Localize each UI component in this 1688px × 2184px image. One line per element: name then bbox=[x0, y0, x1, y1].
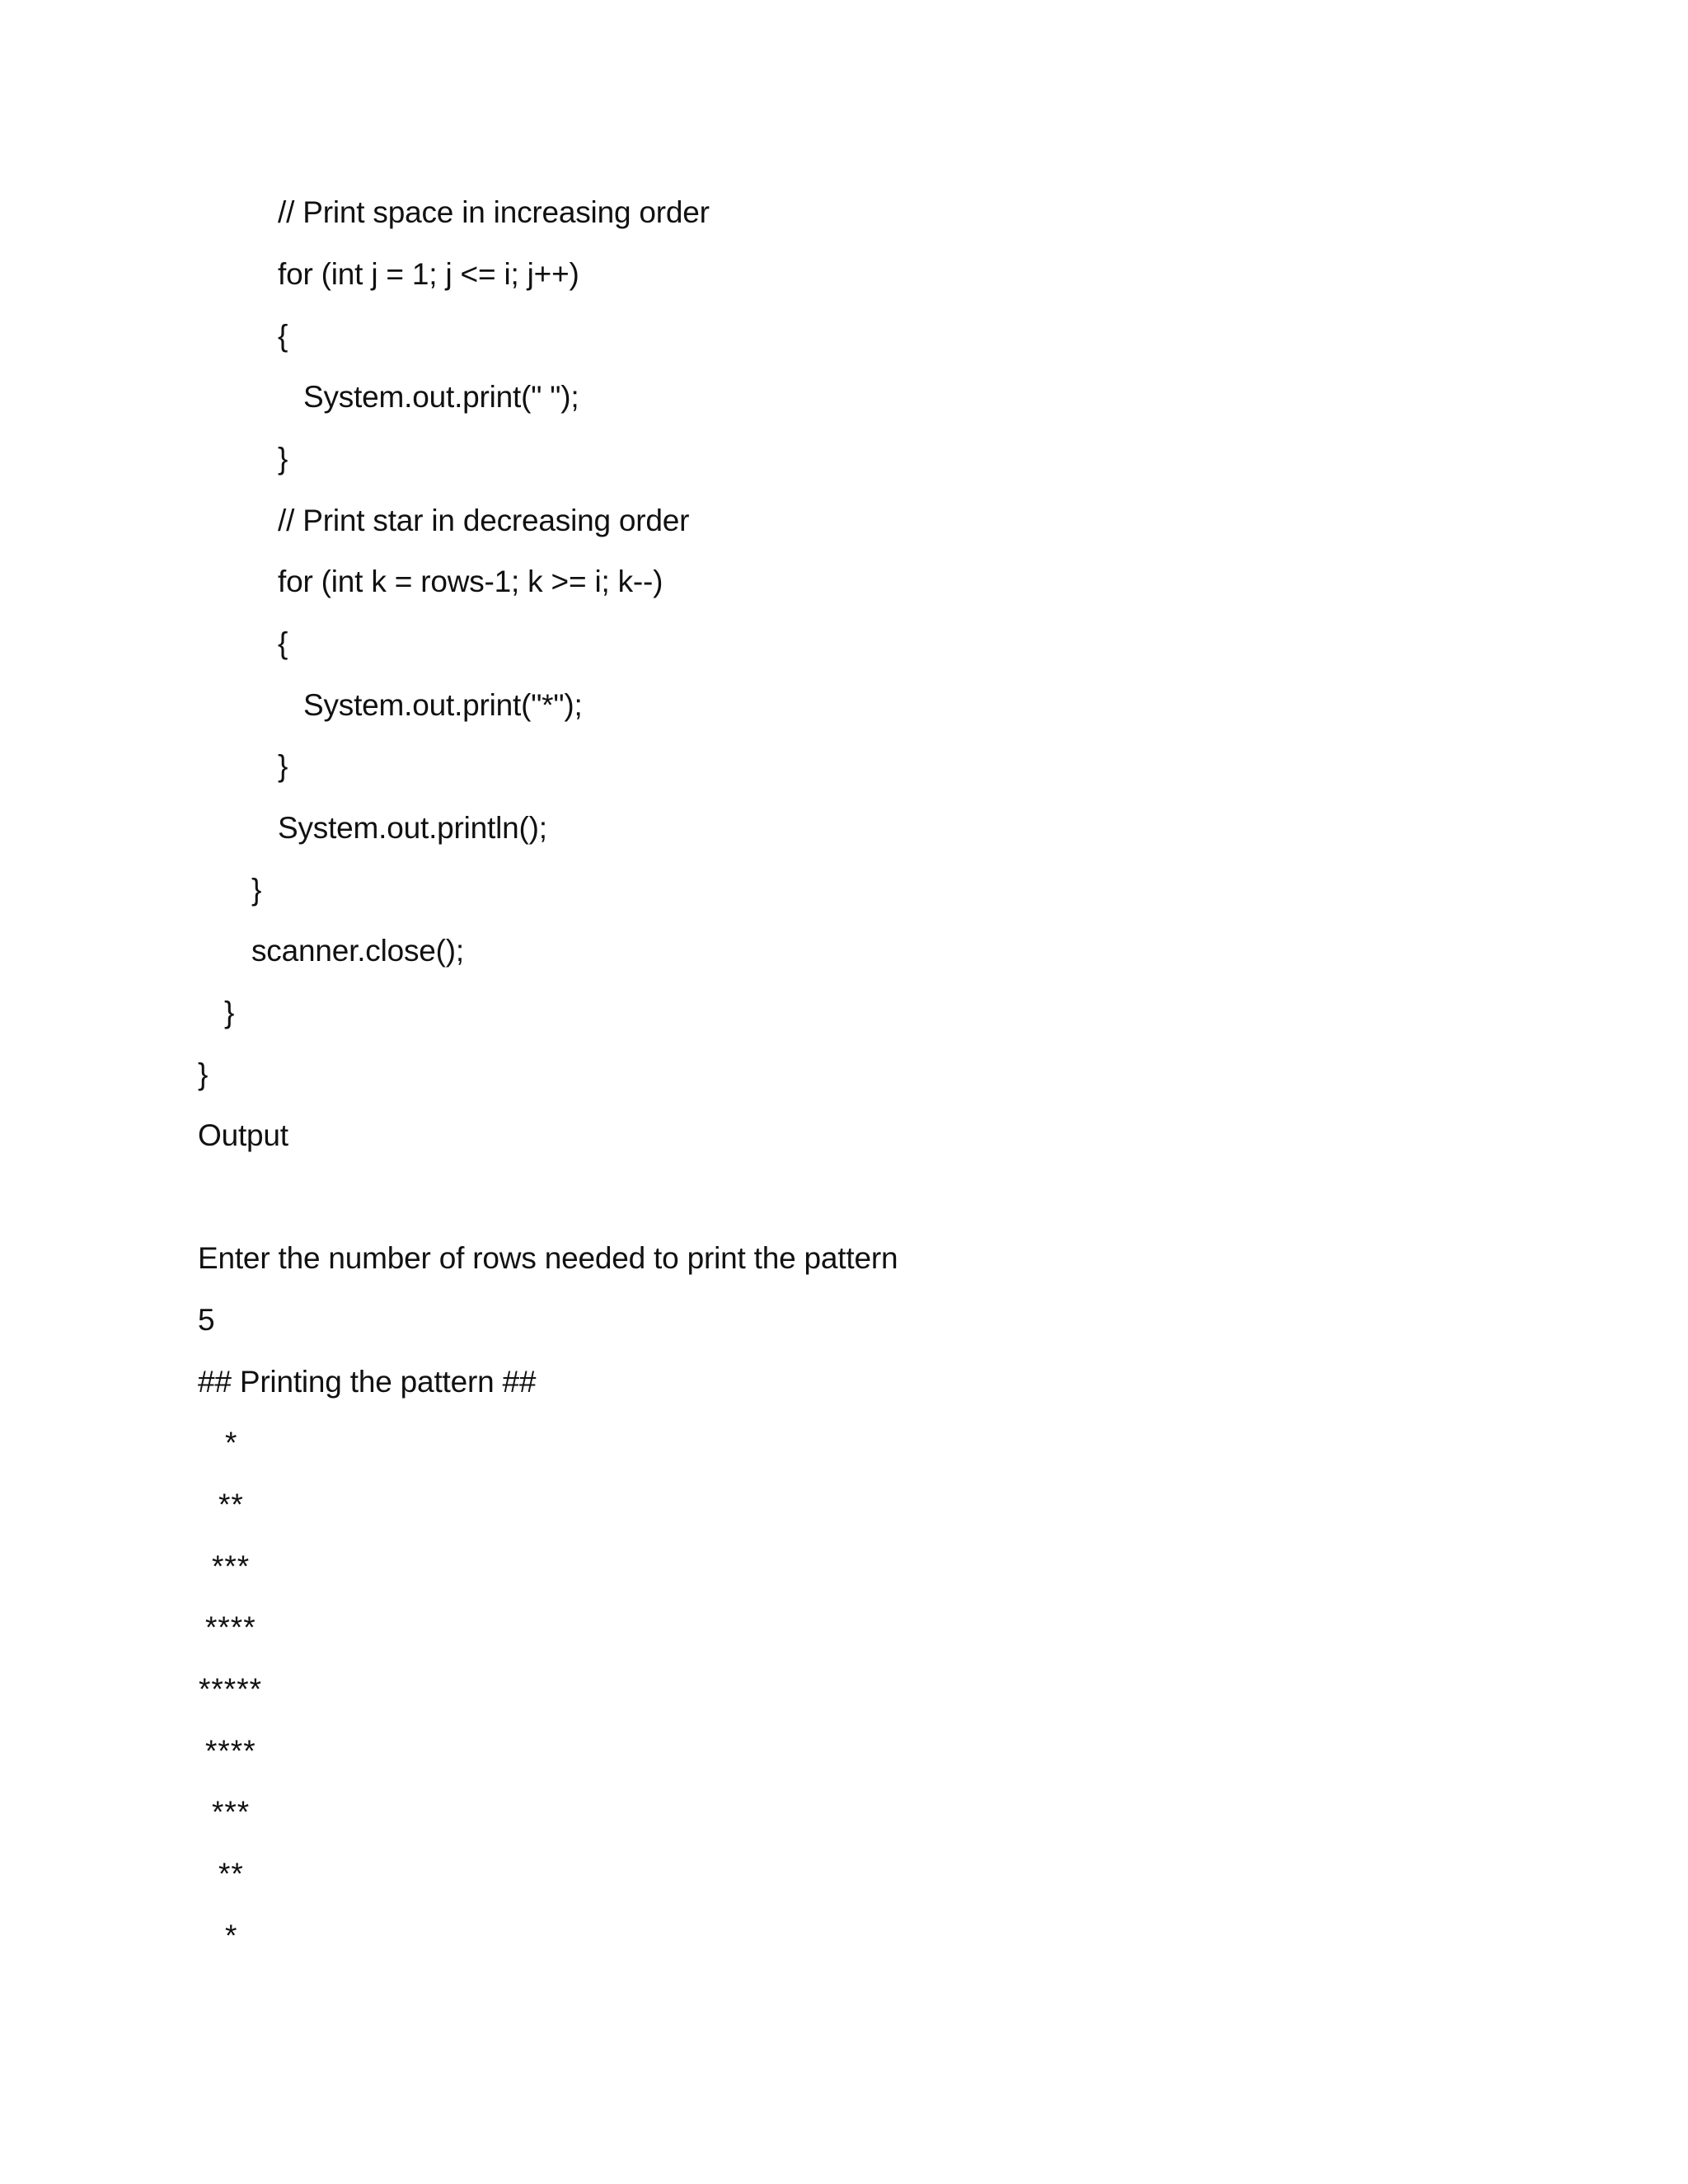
code-print-space: System.out.print(" "); bbox=[303, 380, 579, 414]
pattern-line: *** bbox=[212, 1795, 251, 1829]
pattern-line: * bbox=[225, 1919, 238, 1952]
output-prompt: Enter the number of rows needed to print the pattern bbox=[198, 1241, 898, 1275]
output-input-value: 5 bbox=[198, 1303, 215, 1337]
pattern-line: * bbox=[225, 1426, 238, 1460]
code-close-brace: } bbox=[251, 873, 262, 907]
code-comment-star: // Print star in decreasing order bbox=[278, 504, 690, 537]
code-close-brace: } bbox=[278, 442, 288, 476]
pattern-line: **** bbox=[205, 1610, 256, 1644]
code-comment-space: // Print space in increasing order bbox=[278, 195, 710, 229]
pattern-line: *** bbox=[212, 1549, 251, 1583]
code-close-brace: } bbox=[198, 1057, 209, 1091]
output-heading: Output bbox=[198, 1118, 288, 1152]
code-scanner-close: scanner.close(); bbox=[251, 934, 464, 968]
code-close-brace: } bbox=[224, 996, 235, 1029]
pattern-line: ***** bbox=[199, 1672, 262, 1706]
code-for-loop-k: for (int k = rows-1; k >= i; k--) bbox=[278, 565, 663, 598]
pattern-line: **** bbox=[205, 1734, 256, 1768]
code-open-brace: { bbox=[278, 626, 288, 660]
code-println: System.out.println(); bbox=[278, 811, 547, 845]
code-for-loop-j: for (int j = 1; j <= i; j++) bbox=[278, 257, 579, 291]
code-print-star: System.out.print("*"); bbox=[303, 688, 583, 722]
output-pattern-header: ## Printing the pattern ## bbox=[198, 1365, 537, 1399]
code-close-brace: } bbox=[278, 749, 288, 783]
code-open-brace: { bbox=[278, 319, 288, 353]
pattern-line: ** bbox=[218, 1857, 244, 1891]
pattern-line: ** bbox=[218, 1488, 244, 1521]
